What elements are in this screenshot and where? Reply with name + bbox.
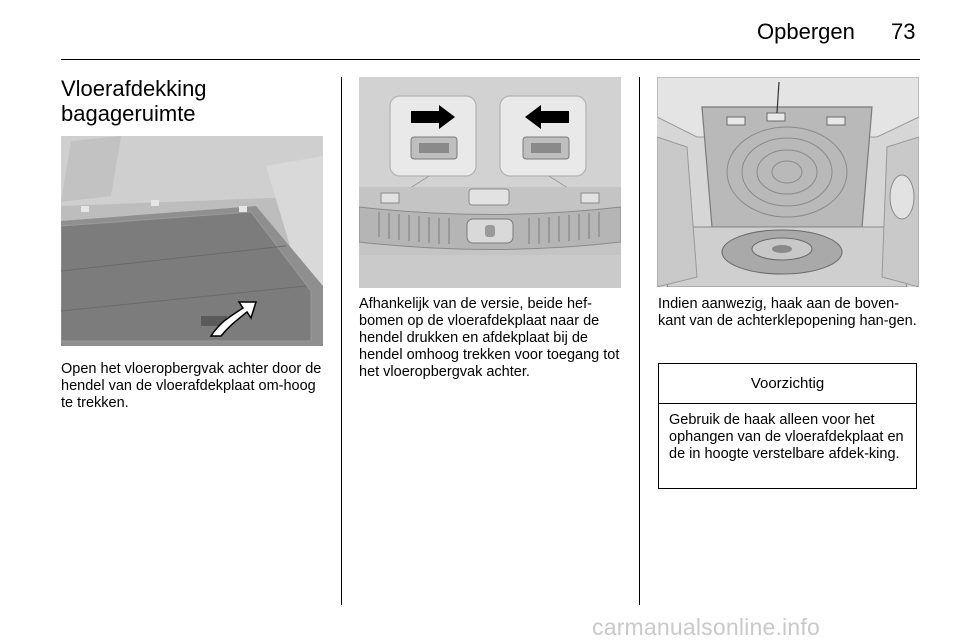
chapter-title: Opbergen [757, 19, 855, 44]
cargo-floor-illustration [61, 136, 323, 346]
cover-hook-illustration [657, 77, 919, 287]
column-divider-1 [341, 77, 342, 605]
watermark: carmanualsonline.info [592, 614, 820, 640]
section-title-line1: Vloerafdekking [61, 76, 207, 101]
column-divider-2 [639, 77, 640, 605]
section-title [61, 76, 331, 126]
column-3-text: Indien aanwezig, haak aan de boven-kant van de achterklepopening han-gen. [658, 296, 917, 329]
caution-body: Gebruik de haak alleen voor het ophangen van de vloerafdekplaat en de in hoogte verstelbare afdek-king. [669, 412, 904, 462]
column-1-text: Open het vloeropbergvak achter door de hendel van de vloerafdekplaat om-hoog te trekken. [61, 361, 322, 411]
page-number: 73 [891, 19, 916, 44]
header-divider [61, 59, 920, 60]
column-2-text: Afhankelijk van de versie, beide hef-bomen op de vloerafdekplaat naar de hendel drukken en afdekplaat bij de hendel omhoog trekken voor toegang tot het vloeropbergvak achter. [359, 296, 620, 380]
caution-heading: Voorzichtig [659, 364, 916, 404]
caution-box [658, 363, 917, 489]
section-title-line2: bagageruimte [61, 101, 196, 126]
cover-levers-illustration [359, 77, 621, 288]
